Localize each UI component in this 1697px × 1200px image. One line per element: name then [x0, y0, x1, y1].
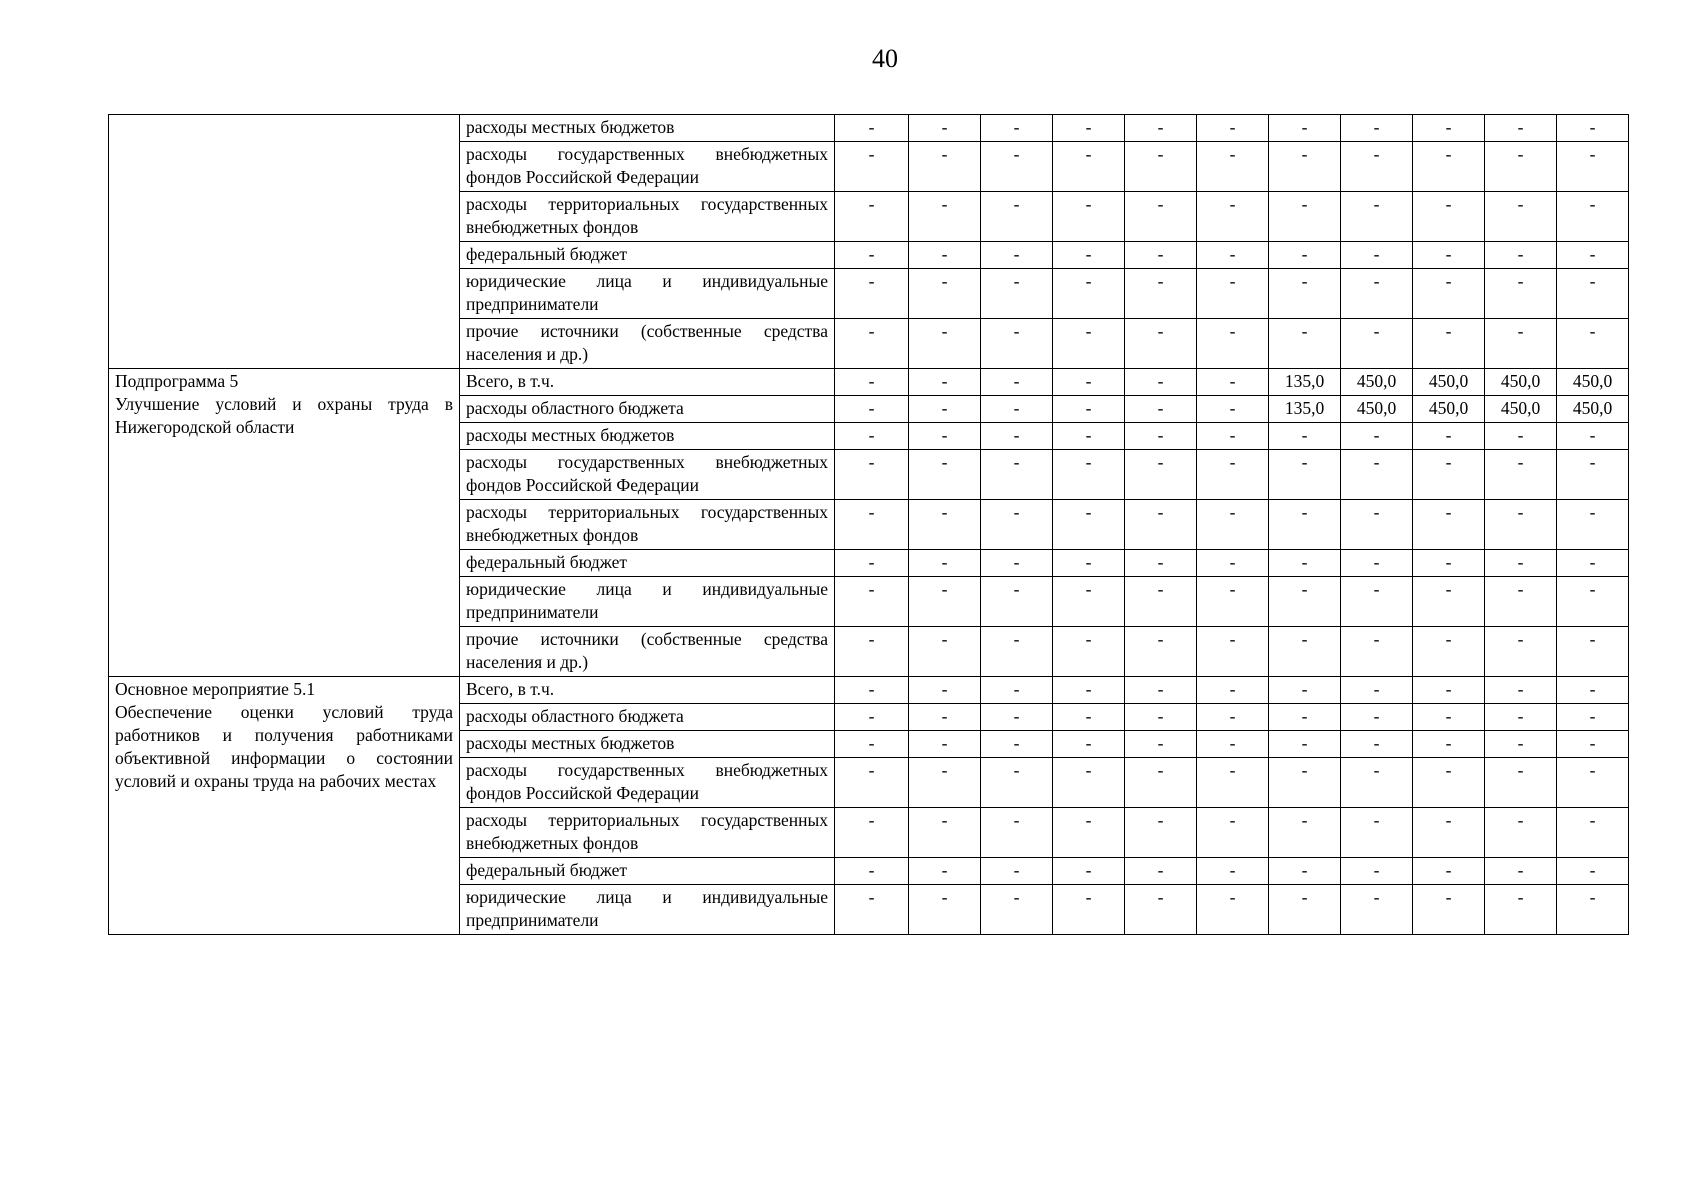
- value-cell: -: [1557, 858, 1629, 885]
- funding-source-cell: расходы территориальных государственных внебюджетных фондов: [460, 808, 835, 858]
- value-cell: 450,0: [1557, 369, 1629, 396]
- value-cell: -: [1125, 858, 1197, 885]
- value-cell: -: [981, 677, 1053, 704]
- value-cell: -: [1125, 242, 1197, 269]
- value-cell: -: [1125, 704, 1197, 731]
- value-cell: -: [1341, 319, 1413, 369]
- value-cell: -: [835, 319, 909, 369]
- value-cell: -: [1557, 627, 1629, 677]
- value-cell: -: [909, 758, 981, 808]
- value-cell: -: [1557, 500, 1629, 550]
- value-cell: -: [909, 423, 981, 450]
- value-cell: -: [1485, 758, 1557, 808]
- value-cell: 450,0: [1413, 369, 1485, 396]
- value-cell: -: [1197, 704, 1269, 731]
- value-cell: -: [1557, 731, 1629, 758]
- value-cell: -: [1557, 550, 1629, 577]
- value-cell: 450,0: [1341, 369, 1413, 396]
- value-cell: -: [1269, 242, 1341, 269]
- program-name-cell: [109, 369, 460, 677]
- value-cell: -: [909, 627, 981, 677]
- value-cell: -: [1269, 142, 1341, 192]
- value-cell: 450,0: [1557, 396, 1629, 423]
- value-cell: -: [1053, 627, 1125, 677]
- value-cell: -: [1125, 142, 1197, 192]
- value-cell: -: [1053, 858, 1125, 885]
- value-cell: -: [1485, 423, 1557, 450]
- value-cell: -: [1341, 704, 1413, 731]
- value-cell: -: [1053, 142, 1125, 192]
- value-cell: -: [835, 731, 909, 758]
- value-cell: -: [1485, 885, 1557, 935]
- value-cell: -: [1269, 269, 1341, 319]
- value-cell: -: [1557, 808, 1629, 858]
- value-cell: -: [1413, 885, 1485, 935]
- value-cell: -: [1557, 677, 1629, 704]
- funding-source-cell: прочие источники (собственные средства населения и др.): [460, 627, 835, 677]
- value-cell: -: [1557, 192, 1629, 242]
- value-cell: -: [909, 731, 981, 758]
- value-cell: -: [835, 269, 909, 319]
- value-cell: -: [1125, 450, 1197, 500]
- value-cell: -: [1557, 758, 1629, 808]
- value-cell: -: [909, 885, 981, 935]
- value-cell: -: [1413, 627, 1485, 677]
- funding-source-cell: расходы местных бюджетов: [460, 115, 835, 142]
- value-cell: -: [1485, 319, 1557, 369]
- value-cell: -: [1413, 142, 1485, 192]
- value-cell: -: [835, 396, 909, 423]
- value-cell: -: [1485, 500, 1557, 550]
- value-cell: -: [1485, 192, 1557, 242]
- value-cell: -: [1197, 396, 1269, 423]
- value-cell: -: [1053, 677, 1125, 704]
- value-cell: -: [909, 858, 981, 885]
- value-cell: -: [1413, 677, 1485, 704]
- value-cell: -: [1053, 704, 1125, 731]
- value-cell: -: [1269, 885, 1341, 935]
- value-cell: -: [1557, 319, 1629, 369]
- value-cell: -: [1413, 242, 1485, 269]
- value-cell: -: [1269, 577, 1341, 627]
- value-cell: -: [835, 142, 909, 192]
- value-cell: -: [981, 731, 1053, 758]
- value-cell: -: [1125, 115, 1197, 142]
- funding-source-cell: расходы местных бюджетов: [460, 423, 835, 450]
- value-cell: -: [1053, 500, 1125, 550]
- funding-source-cell: расходы государственных внебюджетных фондов Российской Федерации: [460, 758, 835, 808]
- value-cell: -: [981, 192, 1053, 242]
- funding-source-cell: расходы территориальных государственных внебюджетных фондов: [460, 192, 835, 242]
- value-cell: -: [1197, 731, 1269, 758]
- value-cell: -: [1053, 242, 1125, 269]
- value-cell: -: [835, 808, 909, 858]
- value-cell: -: [1485, 704, 1557, 731]
- value-cell: -: [1341, 550, 1413, 577]
- value-cell: -: [835, 677, 909, 704]
- value-cell: -: [909, 808, 981, 858]
- value-cell: -: [1053, 450, 1125, 500]
- value-cell: -: [1053, 808, 1125, 858]
- value-cell: -: [1413, 450, 1485, 500]
- value-cell: -: [909, 192, 981, 242]
- value-cell: 450,0: [1485, 396, 1557, 423]
- value-cell: -: [909, 450, 981, 500]
- value-cell: -: [981, 500, 1053, 550]
- value-cell: -: [1125, 731, 1197, 758]
- value-cell: -: [1413, 808, 1485, 858]
- value-cell: -: [1413, 704, 1485, 731]
- funding-source-cell: расходы областного бюджета: [460, 704, 835, 731]
- table-row: [109, 369, 1629, 396]
- value-cell: -: [1557, 423, 1629, 450]
- value-cell: -: [981, 550, 1053, 577]
- value-cell: -: [1125, 627, 1197, 677]
- program-title: Обеспечение оценки условий труда работников и получения работниками объективной информации о состоянии условий и охраны труда на рабочих местах: [115, 702, 453, 791]
- value-cell: -: [1125, 885, 1197, 935]
- value-cell: -: [835, 450, 909, 500]
- value-cell: -: [1125, 758, 1197, 808]
- value-cell: -: [909, 500, 981, 550]
- value-cell: -: [1341, 885, 1413, 935]
- funding-source-cell: расходы государственных внебюджетных фондов Российской Федерации: [460, 142, 835, 192]
- value-cell: -: [1197, 885, 1269, 935]
- value-cell: -: [909, 319, 981, 369]
- value-cell: -: [1557, 269, 1629, 319]
- value-cell: -: [1269, 704, 1341, 731]
- value-cell: -: [909, 550, 981, 577]
- program-label: Подпрограмма 5: [115, 371, 239, 391]
- value-cell: -: [1341, 577, 1413, 627]
- value-cell: -: [981, 396, 1053, 423]
- value-cell: -: [835, 192, 909, 242]
- funding-source-cell: юридические лица и индивидуальные предприниматели: [460, 885, 835, 935]
- funding-source-cell: Всего, в т.ч.: [460, 677, 835, 704]
- funding-source-cell: прочие источники (собственные средства населения и др.): [460, 319, 835, 369]
- value-cell: -: [1197, 269, 1269, 319]
- value-cell: -: [1125, 677, 1197, 704]
- funding-source-cell: расходы государственных внебюджетных фондов Российской Федерации: [460, 450, 835, 500]
- value-cell: -: [1413, 577, 1485, 627]
- value-cell: -: [981, 858, 1053, 885]
- program-name-cell: [109, 677, 460, 935]
- table-row: [109, 115, 1629, 142]
- value-cell: -: [1485, 242, 1557, 269]
- value-cell: -: [1197, 677, 1269, 704]
- value-cell: -: [981, 319, 1053, 369]
- value-cell: -: [1053, 369, 1125, 396]
- value-cell: -: [1197, 115, 1269, 142]
- value-cell: 135,0: [1269, 396, 1341, 423]
- value-cell: -: [1341, 450, 1413, 500]
- value-cell: -: [1269, 758, 1341, 808]
- value-cell: -: [1053, 885, 1125, 935]
- program-name-cell: [109, 115, 460, 369]
- value-cell: -: [1485, 858, 1557, 885]
- value-cell: -: [981, 627, 1053, 677]
- value-cell: -: [1485, 731, 1557, 758]
- value-cell: -: [1197, 192, 1269, 242]
- value-cell: -: [1413, 550, 1485, 577]
- value-cell: -: [1053, 319, 1125, 369]
- value-cell: -: [909, 577, 981, 627]
- value-cell: -: [1197, 808, 1269, 858]
- value-cell: -: [1197, 369, 1269, 396]
- funding-source-cell: юридические лица и индивидуальные предприниматели: [460, 577, 835, 627]
- value-cell: -: [1269, 423, 1341, 450]
- value-cell: -: [1053, 758, 1125, 808]
- funding-source-cell: расходы территориальных государственных внебюджетных фондов: [460, 500, 835, 550]
- value-cell: -: [1485, 142, 1557, 192]
- value-cell: -: [1197, 242, 1269, 269]
- value-cell: -: [1197, 858, 1269, 885]
- value-cell: -: [1053, 115, 1125, 142]
- value-cell: -: [1557, 242, 1629, 269]
- value-cell: -: [835, 758, 909, 808]
- value-cell: -: [1413, 319, 1485, 369]
- value-cell: -: [1197, 500, 1269, 550]
- value-cell: -: [1053, 396, 1125, 423]
- value-cell: -: [1341, 192, 1413, 242]
- value-cell: -: [835, 858, 909, 885]
- value-cell: -: [909, 677, 981, 704]
- funding-table: [108, 114, 1629, 935]
- value-cell: -: [835, 115, 909, 142]
- value-cell: -: [981, 242, 1053, 269]
- value-cell: -: [1413, 115, 1485, 142]
- value-cell: -: [1125, 396, 1197, 423]
- value-cell: -: [1485, 677, 1557, 704]
- value-cell: -: [1485, 550, 1557, 577]
- value-cell: -: [1341, 423, 1413, 450]
- funding-source-cell: расходы местных бюджетов: [460, 731, 835, 758]
- value-cell: -: [835, 627, 909, 677]
- value-cell: -: [1413, 423, 1485, 450]
- value-cell: -: [1341, 627, 1413, 677]
- value-cell: -: [1269, 450, 1341, 500]
- value-cell: -: [1413, 731, 1485, 758]
- value-cell: -: [1197, 627, 1269, 677]
- funding-source-cell: федеральный бюджет: [460, 242, 835, 269]
- value-cell: -: [1341, 858, 1413, 885]
- value-cell: -: [1269, 808, 1341, 858]
- value-cell: -: [1125, 319, 1197, 369]
- page-number: 40: [872, 44, 898, 73]
- value-cell: -: [981, 423, 1053, 450]
- value-cell: -: [835, 885, 909, 935]
- value-cell: -: [1197, 758, 1269, 808]
- value-cell: -: [1485, 269, 1557, 319]
- value-cell: -: [835, 550, 909, 577]
- value-cell: -: [981, 885, 1053, 935]
- value-cell: -: [909, 704, 981, 731]
- value-cell: -: [909, 396, 981, 423]
- value-cell: 450,0: [1341, 396, 1413, 423]
- value-cell: -: [1341, 500, 1413, 550]
- value-cell: -: [835, 423, 909, 450]
- value-cell: -: [1485, 627, 1557, 677]
- value-cell: -: [909, 269, 981, 319]
- value-cell: -: [981, 269, 1053, 319]
- value-cell: -: [981, 704, 1053, 731]
- value-cell: -: [981, 577, 1053, 627]
- value-cell: -: [1341, 677, 1413, 704]
- value-cell: -: [1197, 550, 1269, 577]
- value-cell: -: [1125, 423, 1197, 450]
- value-cell: -: [1341, 731, 1413, 758]
- value-cell: -: [1053, 423, 1125, 450]
- value-cell: -: [1269, 627, 1341, 677]
- value-cell: -: [1413, 269, 1485, 319]
- value-cell: -: [1413, 192, 1485, 242]
- value-cell: -: [1125, 550, 1197, 577]
- value-cell: -: [1341, 808, 1413, 858]
- value-cell: -: [909, 369, 981, 396]
- value-cell: -: [1197, 319, 1269, 369]
- value-cell: -: [1269, 115, 1341, 142]
- program-label: Основное мероприятие 5.1: [115, 679, 316, 699]
- value-cell: -: [1485, 450, 1557, 500]
- value-cell: -: [1269, 731, 1341, 758]
- value-cell: -: [909, 142, 981, 192]
- value-cell: -: [835, 500, 909, 550]
- value-cell: -: [1269, 319, 1341, 369]
- funding-source-cell: федеральный бюджет: [460, 858, 835, 885]
- value-cell: -: [1413, 758, 1485, 808]
- value-cell: -: [1197, 423, 1269, 450]
- value-cell: 135,0: [1269, 369, 1341, 396]
- value-cell: -: [981, 115, 1053, 142]
- value-cell: -: [1197, 142, 1269, 192]
- value-cell: -: [1341, 269, 1413, 319]
- value-cell: -: [1341, 115, 1413, 142]
- value-cell: -: [1125, 577, 1197, 627]
- program-title: Улучшение условий и охраны труда в Нижегородской области: [115, 394, 453, 437]
- value-cell: -: [1269, 677, 1341, 704]
- value-cell: -: [1413, 500, 1485, 550]
- value-cell: -: [1053, 577, 1125, 627]
- funding-source-cell: Всего, в т.ч.: [460, 369, 835, 396]
- value-cell: -: [909, 115, 981, 142]
- funding-source-cell: юридические лица и индивидуальные предприниматели: [460, 269, 835, 319]
- value-cell: -: [981, 758, 1053, 808]
- value-cell: -: [1053, 192, 1125, 242]
- value-cell: -: [1485, 577, 1557, 627]
- value-cell: -: [835, 369, 909, 396]
- value-cell: -: [1053, 269, 1125, 319]
- value-cell: -: [1557, 704, 1629, 731]
- value-cell: -: [1053, 550, 1125, 577]
- value-cell: -: [1413, 858, 1485, 885]
- value-cell: -: [1125, 500, 1197, 550]
- value-cell: -: [1341, 758, 1413, 808]
- value-cell: -: [1557, 142, 1629, 192]
- value-cell: -: [1557, 450, 1629, 500]
- value-cell: -: [835, 242, 909, 269]
- value-cell: -: [1197, 577, 1269, 627]
- value-cell: -: [1125, 808, 1197, 858]
- value-cell: 450,0: [1413, 396, 1485, 423]
- funding-source-cell: расходы областного бюджета: [460, 396, 835, 423]
- funding-source-cell: федеральный бюджет: [460, 550, 835, 577]
- value-cell: -: [1557, 115, 1629, 142]
- table-row: [109, 677, 1629, 704]
- value-cell: -: [1485, 115, 1557, 142]
- value-cell: -: [981, 369, 1053, 396]
- value-cell: -: [1485, 808, 1557, 858]
- value-cell: -: [1557, 577, 1629, 627]
- value-cell: -: [1053, 731, 1125, 758]
- value-cell: -: [1269, 858, 1341, 885]
- value-cell: -: [835, 577, 909, 627]
- value-cell: -: [1341, 242, 1413, 269]
- value-cell: -: [1125, 269, 1197, 319]
- value-cell: -: [1125, 369, 1197, 396]
- value-cell: -: [1557, 885, 1629, 935]
- value-cell: -: [909, 242, 981, 269]
- value-cell: -: [981, 808, 1053, 858]
- value-cell: -: [1269, 500, 1341, 550]
- value-cell: 450,0: [1485, 369, 1557, 396]
- value-cell: -: [1269, 192, 1341, 242]
- value-cell: -: [1269, 550, 1341, 577]
- value-cell: -: [981, 142, 1053, 192]
- value-cell: -: [1197, 450, 1269, 500]
- value-cell: -: [981, 450, 1053, 500]
- value-cell: -: [835, 704, 909, 731]
- value-cell: -: [1341, 142, 1413, 192]
- value-cell: -: [1125, 192, 1197, 242]
